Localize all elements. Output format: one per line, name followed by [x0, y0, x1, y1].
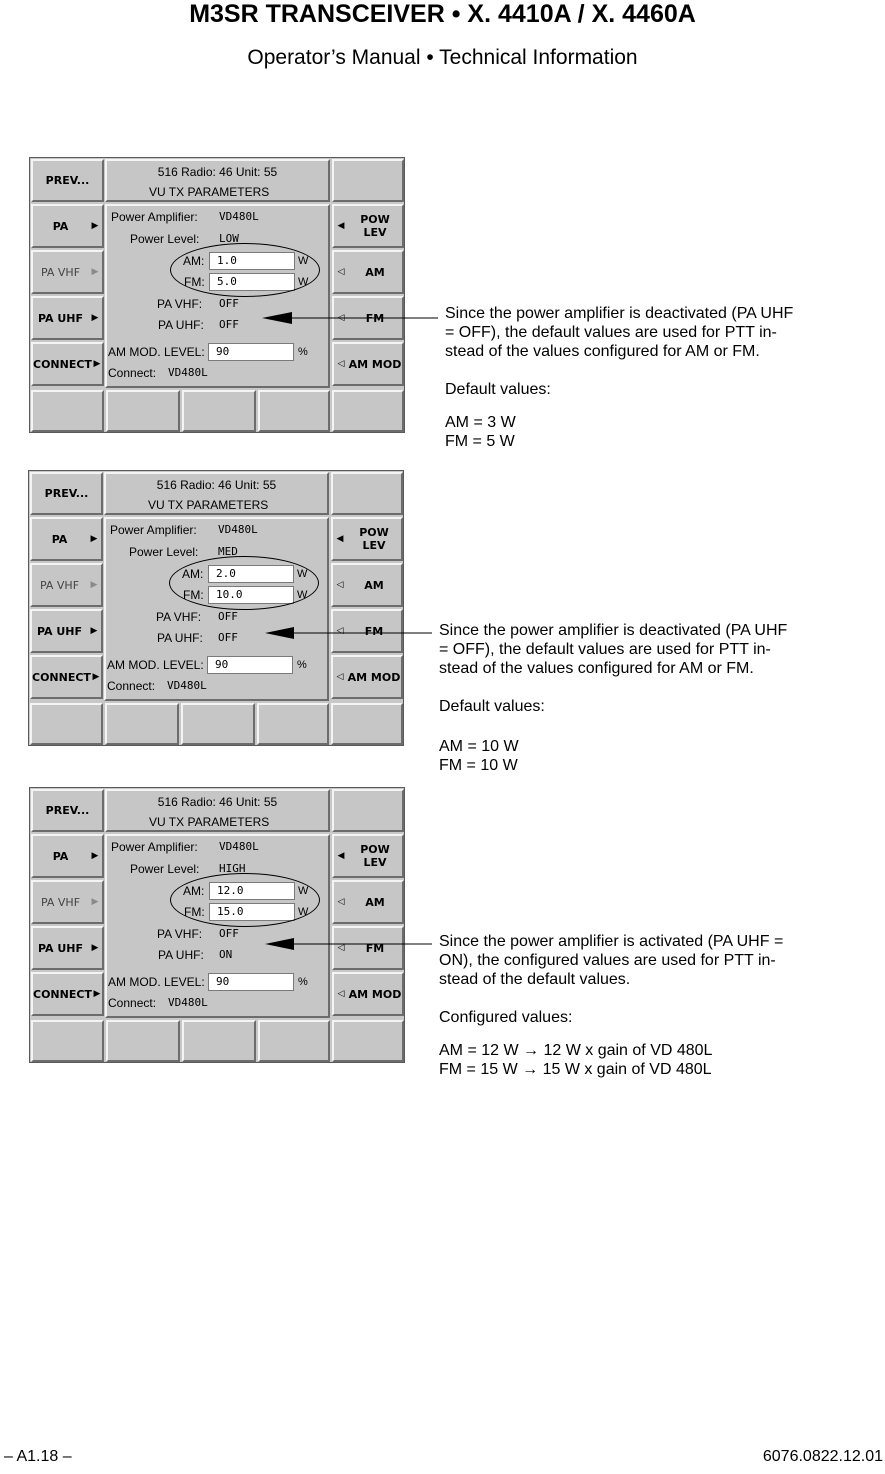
arrow-right-icon: ▶ [91, 943, 99, 953]
pa-vhf-row [157, 297, 239, 311]
power-amplifier-value: VD480L [218, 523, 258, 536]
am-label: AM: [183, 884, 205, 898]
connect-row [107, 679, 207, 693]
pa-uhf-row [158, 948, 233, 962]
arrow-right-icon: ▶ [90, 626, 98, 636]
pa-button[interactable]: PA ▶ [30, 517, 103, 561]
power-level-row [129, 545, 238, 559]
pa-vhf-row [157, 927, 239, 941]
arrow-left-outline-icon: ◁ [337, 359, 345, 369]
screen-status-bar [105, 789, 330, 832]
pow-lev-button[interactable]: ◀ POW LEV [332, 204, 404, 248]
power-amplifier-row [110, 523, 258, 537]
page-number: – A1.18 – [4, 1448, 72, 1465]
note-1-line-2: = OFF), the default values are used for PTT in- [445, 324, 777, 341]
am-mod-level-unit: % [298, 976, 308, 988]
fm-label: FM: [184, 905, 205, 919]
pa-vhf-row [156, 610, 238, 624]
note-2-line-2: = OFF), the default values are used for PTT in- [439, 641, 771, 658]
softkey-3[interactable] [181, 703, 255, 745]
connect-row [108, 366, 208, 380]
softkey-3[interactable] [182, 1020, 256, 1062]
note-2-line-3: stead of the values configured for AM or FM. [439, 660, 754, 677]
softkey-5[interactable] [331, 703, 403, 745]
status-line: 516 Radio: 46 Unit: 55 [157, 795, 278, 809]
fm-label: FM: [183, 588, 204, 602]
status-line: 516 Radio: 46 Unit: 55 [157, 165, 278, 179]
pa-uhf-label: PA UHF: [158, 318, 204, 332]
arrow-right-icon: ▶ [91, 897, 99, 907]
softkey-5[interactable] [332, 1020, 404, 1062]
connect-label: Connect: [107, 679, 156, 693]
arrow-left-outline-icon: ◁ [337, 267, 345, 277]
arrow-right-icon: ▶ [91, 221, 99, 231]
pa-uhf-button[interactable]: PA UHF ▶ [31, 926, 104, 970]
am-unit: W [298, 255, 309, 267]
power-level-label: Power Level: [129, 545, 199, 559]
document-number: 6076.0822.12.01 [762, 1448, 883, 1465]
power-level-value: MED [218, 545, 238, 558]
screen-status-bar [105, 159, 330, 202]
note-3-line-2: ON), the configured values are used for PTT in- [439, 952, 776, 969]
note-2-line-1: Since the power amplifier is deactivated (PA UHF [439, 622, 788, 639]
highlight-ellipse [170, 243, 320, 297]
am-power-input[interactable]: 2.0 [208, 565, 294, 583]
connect-label: Connect: [108, 996, 157, 1010]
connect-button[interactable]: CONNECT ▶ [31, 342, 104, 386]
note-1-value-am: AM = 3 W [445, 414, 516, 431]
am-label: AM: [183, 254, 205, 268]
am-button[interactable]: ◁ AM [332, 250, 404, 294]
power-amplifier-label: Power Amplifier: [111, 840, 198, 854]
pa-uhf-row [158, 318, 239, 332]
pa-vhf-value: OFF [218, 610, 238, 623]
screen-title: VU TX PARAMETERS [149, 815, 270, 829]
note-3-line-3: stead of the default values. [439, 971, 631, 988]
pa-vhf-button[interactable]: PA VHF ▶ [31, 250, 104, 294]
pa-uhf-button[interactable]: PA UHF ▶ [30, 609, 103, 653]
top-right-blank-button[interactable] [332, 789, 404, 832]
screen-panel-1 [29, 157, 405, 433]
am-mod-button[interactable]: ◁ AM MOD [331, 655, 403, 699]
fm-unit: W [298, 276, 309, 288]
highlight-ellipse [169, 556, 319, 610]
arrow-left-outline-icon: ◁ [336, 626, 344, 636]
pa-uhf-row [157, 631, 238, 645]
arrow-right-icon: ▶ [92, 672, 100, 682]
am-button[interactable]: ◁ AM [332, 880, 404, 924]
pa-uhf-label: PA UHF: [158, 948, 204, 962]
note-2 [439, 621, 787, 775]
arrow-left-outline-icon: ◁ [337, 313, 345, 323]
power-level-label: Power Level: [130, 232, 200, 246]
am-power-input[interactable]: 1.0 [209, 252, 295, 270]
am-mod-level-label: AM MOD. LEVEL: [108, 975, 205, 989]
softkey-4[interactable] [258, 1020, 330, 1062]
am-label: AM: [182, 567, 204, 581]
pa-vhf-label: PA VHF: [156, 610, 202, 624]
prev-button[interactable]: PREV... [30, 472, 103, 515]
screen-title: VU TX PARAMETERS [148, 498, 269, 512]
arrow-left-icon: ◀ [337, 221, 345, 231]
pa-button[interactable]: PA ▶ [31, 204, 104, 248]
fm-unit: W [298, 906, 309, 918]
pa-vhf-value: OFF [219, 297, 239, 310]
fm-power-input[interactable]: 5.0 [209, 273, 295, 291]
power-level-label: Power Level: [130, 862, 200, 876]
status-line: 516 Radio: 46 Unit: 55 [156, 478, 277, 492]
pa-uhf-button[interactable]: PA UHF ▶ [31, 296, 104, 340]
pa-vhf-label: PA VHF: [157, 927, 203, 941]
am-mod-level-unit: % [297, 659, 307, 671]
pow-lev-button[interactable]: ◀ POW LEV [331, 517, 403, 561]
note-1-line-3: stead of the values configured for AM or FM. [445, 343, 760, 360]
note-1-value-fm: FM = 5 W [445, 433, 515, 450]
connect-label: Connect: [108, 366, 157, 380]
fm-label: FM: [184, 275, 205, 289]
pa-vhf-button[interactable]: PA VHF ▶ [30, 563, 103, 607]
note-2-value-am: AM = 10 W [439, 738, 519, 755]
parameter-area [104, 517, 329, 701]
pa-vhf-label: PA VHF: [157, 297, 203, 311]
arrow-left-outline-icon: ◁ [337, 943, 345, 953]
am-mod-level-unit: % [298, 346, 308, 358]
screen-title: VU TX PARAMETERS [149, 185, 270, 199]
note-3-value-am: AM = 12 W → 12 W x gain of VD 480L [439, 1042, 713, 1059]
power-level-value: LOW [219, 232, 239, 245]
am-mod-button[interactable]: ◁ AM MOD [332, 972, 404, 1016]
top-right-blank-button[interactable] [332, 159, 404, 202]
softkey-4[interactable] [257, 703, 329, 745]
power-amplifier-row [111, 840, 259, 854]
fm-button[interactable]: ◁ FM [331, 609, 403, 653]
pa-uhf-label: PA UHF: [157, 631, 203, 645]
softkey-2[interactable] [106, 390, 180, 432]
softkey-2[interactable] [106, 1020, 180, 1062]
arrow-right-icon: ▶ [91, 267, 99, 277]
note-2-values-heading: Default values: [439, 698, 545, 715]
fm-unit: W [297, 589, 308, 601]
arrow-right-icon: ▶ [93, 989, 101, 999]
arrow-right-icon: ▶ [91, 851, 99, 861]
power-amplifier-value: VD480L [219, 210, 259, 223]
screen-status-bar [104, 472, 329, 515]
arrow-left-icon: ◀ [337, 851, 345, 861]
power-level-row [130, 862, 246, 876]
note-1-line-1: Since the power amplifier is deactivated (PA UHF [445, 305, 794, 322]
connect-button[interactable]: CONNECT ▶ [30, 655, 103, 699]
arrow-left-outline-icon: ◁ [336, 672, 344, 682]
softkey-3[interactable] [182, 390, 256, 432]
screen-panel-3 [29, 787, 405, 1063]
arrow-left-icon: ◀ [336, 534, 344, 544]
note-1 [445, 304, 793, 451]
fm-power-input[interactable]: 10.0 [208, 586, 294, 604]
note-2-value-fm: FM = 10 W [439, 757, 518, 774]
power-amplifier-label: Power Amplifier: [110, 523, 197, 537]
am-power-input[interactable]: 12.0 [209, 882, 295, 900]
softkey-4[interactable] [258, 390, 330, 432]
page-header-subtitle: Operator’s Manual • Technical Information [247, 46, 638, 69]
connect-value: VD480L [167, 679, 207, 692]
connect-button[interactable]: CONNECT ▶ [31, 972, 104, 1016]
pow-lev-button[interactable]: ◀ POW LEV [332, 834, 404, 878]
top-right-blank-button[interactable] [331, 472, 403, 515]
softkey-1[interactable] [31, 1020, 104, 1062]
arrow-left-outline-icon: ◁ [337, 897, 345, 907]
note-3 [439, 932, 783, 1079]
arrow-right-icon: ▶ [90, 580, 98, 590]
softkey-5[interactable] [332, 390, 404, 432]
highlight-ellipse [170, 873, 320, 927]
pa-button[interactable]: PA ▶ [31, 834, 104, 878]
parameter-area [105, 834, 330, 1018]
pa-uhf-value: ON [219, 948, 233, 961]
screen-panel-2 [28, 470, 404, 746]
power-amplifier-label: Power Amplifier: [111, 210, 198, 224]
softkey-1[interactable] [30, 703, 103, 745]
arrow-right-icon: ▶ [90, 534, 98, 544]
note-3-values-heading: Configured values: [439, 1009, 573, 1026]
note-3-value-fm: FM = 15 W → 15 W x gain of VD 480L [439, 1061, 712, 1078]
pa-vhf-value: OFF [219, 927, 239, 940]
note-1-values-heading: Default values: [445, 381, 551, 398]
am-mod-level-label: AM MOD. LEVEL: [108, 345, 205, 359]
arrow-right-icon: ▶ [93, 359, 101, 369]
am-mod-level-label: AM MOD. LEVEL: [107, 658, 204, 672]
am-mod-button[interactable]: ◁ AM MOD [332, 342, 404, 386]
am-mod-level-input[interactable]: 90 [208, 343, 294, 361]
page-header-title: M3SR TRANSCEIVER • X. 4410A / X. 4460A [189, 0, 696, 28]
am-mod-level-input[interactable]: 90 [207, 656, 293, 674]
power-level-row [130, 232, 239, 246]
connect-value: VD480L [168, 366, 208, 379]
parameter-area [105, 204, 330, 388]
am-unit: W [297, 568, 308, 580]
power-amplifier-value: VD480L [219, 840, 259, 853]
power-amplifier-row [111, 210, 259, 224]
fm-power-input[interactable]: 15.0 [209, 903, 295, 921]
connect-row [108, 996, 208, 1010]
am-button[interactable]: ◁ AM [331, 563, 403, 607]
connect-value: VD480L [168, 996, 208, 1009]
arrow-left-outline-icon: ◁ [336, 580, 344, 590]
arrow-left-outline-icon: ◁ [337, 989, 345, 999]
pa-uhf-value: OFF [219, 318, 239, 331]
am-mod-level-input[interactable]: 90 [208, 973, 294, 991]
pa-uhf-value: OFF [218, 631, 238, 644]
prev-button[interactable]: PREV... [31, 159, 104, 202]
pa-vhf-button[interactable]: PA VHF ▶ [31, 880, 104, 924]
softkey-1[interactable] [31, 390, 104, 432]
fm-button[interactable]: ◁ FM [332, 296, 404, 340]
am-unit: W [298, 885, 309, 897]
softkey-2[interactable] [105, 703, 179, 745]
arrow-right-icon: ▶ [91, 313, 99, 323]
note-3-line-1: Since the power amplifier is activated (PA UHF = [439, 933, 784, 950]
power-level-value: HIGH [219, 862, 246, 875]
prev-button[interactable]: PREV... [31, 789, 104, 832]
fm-button[interactable]: ◁ FM [332, 926, 404, 970]
